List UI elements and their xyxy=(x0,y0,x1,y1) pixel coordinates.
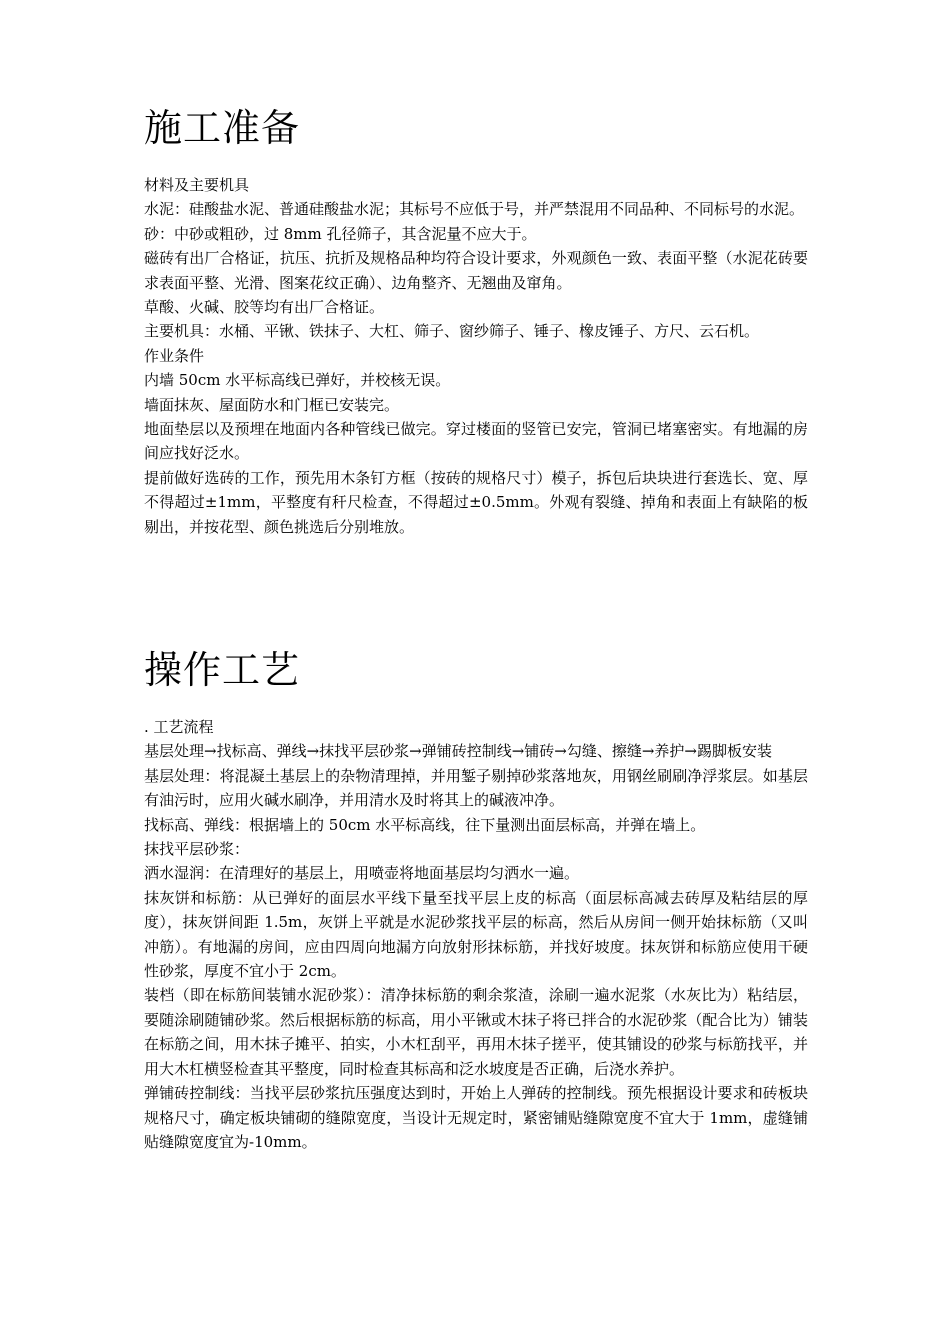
section-title-construction-preparation: 施工准备 xyxy=(144,106,301,150)
paragraph: . 工艺流程 xyxy=(144,718,214,736)
paragraph: 抹找平层砂浆： xyxy=(144,840,250,859)
paragraph: 磁砖有出厂合格证，抗压、抗折及规格品种均符合设计要求，外观颜色一致、表面平整（水泥花砖要求表面平整、光滑、图案花纹正确）、边角整齐、无翘曲及窜角。 xyxy=(144,249,808,292)
paragraph: 砂：中砂或粗砂，过 8mm 孔径筛子，其含泥量不应大于。 xyxy=(144,224,537,243)
paragraph: 装档（即在标筋间装铺水泥砂浆）：清净抹标筋的剩余浆渣，涂刷一遍水泥浆（水灰比为）粘结层，要随涂刷随铺砂浆。然后根据标筋的标高，用小平锹或木抹子将已拌合的水泥砂浆（配合比为）铺装在标筋之间，用木抹子摊平、拍实，小木杠刮平，再用木抹子搓平，使其铺设的砂浆与标筋找平，并用大木杠横竖检查其平整度，同时检查其标高和泛水坡度是否正确，后浇水养护。 xyxy=(144,986,808,1078)
paragraph: 水泥：硅酸盐水泥、普通硅酸盐水泥；其标号不应低于号，并严禁混用不同品种、不同标号的水泥。 xyxy=(144,200,805,219)
paragraph: 材料及主要机具 xyxy=(144,176,250,194)
paragraph: 基层处理：将混凝土基层上的杂物清理掉，并用錾子剔掉砂浆落地灰，用钢丝刷刷净浮浆层。如基层有油污时，应用火碱水刷净，并用清水及时将其上的碱液冲净。 xyxy=(144,766,808,810)
paragraph: 提前做好选砖的工作，预先用木条钉方框（按砖的规格尺寸）模子，拆包后块块进行套选长、宽、厚不得超过±1mm，平整度有秆尺检查，不得超过±0.5mm。外观有裂缝、掉角和表面上有缺陷的板剔出，并按花型、颜色挑选后分别堆放。 xyxy=(144,468,808,536)
paragraph: 基层处理→找标高、弹线→抹找平层砂浆→弹铺砖控制线→铺砖→勾缝、擦缝→养护→踢脚板安装 xyxy=(144,742,772,761)
paragraph: 墙面抹灰、屋面防水和门框已安装完。 xyxy=(144,395,400,414)
section-body-construction-preparation xyxy=(144,173,808,539)
paragraph: 地面垫层以及预埋在地面内各种管线已做完。穿过楼面的竖管已安完，管洞已堵塞密实。有地漏的房间应找好泛水。 xyxy=(144,420,808,463)
section-body-operation-process xyxy=(144,715,808,1154)
paragraph: 内墙 50cm 水平标高线已弹好，并校核无误。 xyxy=(144,371,451,390)
paragraph: 弹铺砖控制线：当找平层砂浆抗压强度达到时，开始上人弹砖的控制线。预先根据设计要求和砖板块规格尺寸，确定板块铺砌的缝隙宽度，当设计无规定时，紧密铺贴缝隙宽度不宜大于 1mm，虚缝铺贴缝隙宽度宜为-10mm。 xyxy=(144,1084,808,1151)
paragraph: 洒水湿润：在清理好的基层上，用喷壶将地面基层均匀洒水一遍。 xyxy=(144,864,580,883)
paragraph: 主要机具：水桶、平锹、铁抹子、大杠、筛子、窗纱筛子、锤子、橡皮锤子、方尺、云石机。 xyxy=(144,322,760,341)
section-title-operation-process: 操作工艺 xyxy=(144,648,301,692)
paragraph: 抹灰饼和标筋：从已弹好的面层水平线下量至找平层上皮的标高（面层标高减去砖厚及粘结层的厚度），抹灰饼间距 1.5m，灰饼上平就是水泥砂浆找平层的标高，然后从房间一侧开始抹标筋（又叫冲筋）。有地漏的房间，应由四周向地漏方向放射形抹标筋，并找好坡度。抹灰饼和标筋应使用干硬性砂浆，厚度不宜小于 2cm。 xyxy=(144,888,808,981)
paragraph: 草酸、火碱、胶等均有出厂合格证。 xyxy=(144,298,385,317)
paragraph: 找标高、弹线：根据墙上的 50cm 水平标高线，往下量测出面层标高，并弹在墙上。 xyxy=(144,815,706,834)
paragraph: 作业条件 xyxy=(144,346,205,365)
